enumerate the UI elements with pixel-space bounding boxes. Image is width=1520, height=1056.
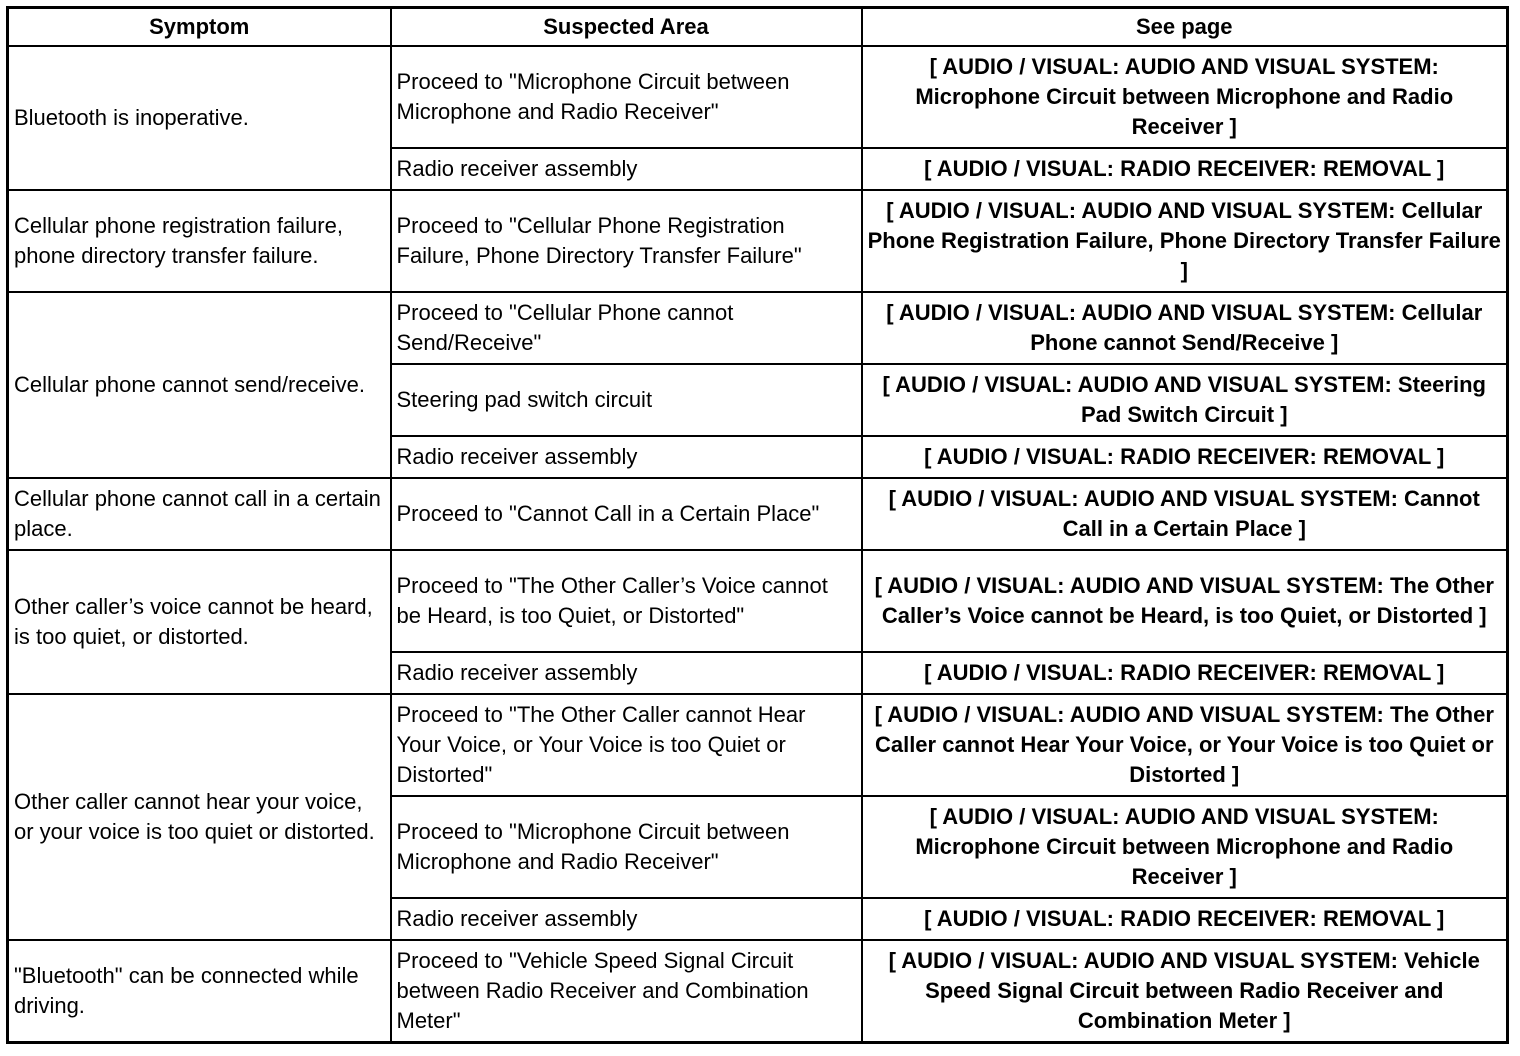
symptom-cell: Cellular phone cannot call in a certain place. [8,478,391,550]
table-row [8,940,1508,1042]
header-symptom: Symptom [8,8,391,47]
suspected-area-cell: Proceed to "The Other Caller cannot Hear Your Voice, or Your Voice is too Quiet or Distorted" [391,694,862,796]
see-page-link[interactable]: [ AUDIO / VISUAL: AUDIO AND VISUAL SYSTEM: Microphone Circuit between Microphone and Radio Receiver ] [862,796,1508,898]
see-page-link[interactable]: [ AUDIO / VISUAL: AUDIO AND VISUAL SYSTEM: The Other Caller’s Voice cannot be Heard, is too Quiet, or Distorted ] [862,550,1508,652]
see-page-link[interactable]: [ AUDIO / VISUAL: AUDIO AND VISUAL SYSTEM: Cannot Call in a Certain Place ] [862,478,1508,550]
see-page-link[interactable]: [ AUDIO / VISUAL: AUDIO AND VISUAL SYSTEM: Steering Pad Switch Circuit ] [862,364,1508,436]
symptom-cell: Other caller cannot hear your voice, or your voice is too quiet or distorted. [8,694,391,940]
table-row [8,694,1508,796]
symptom-cell: Other caller’s voice cannot be heard, is too quiet, or distorted. [8,550,391,694]
symptom-cell: "Bluetooth" can be connected while driving. [8,940,391,1042]
suspected-area-cell: Proceed to "Cellular Phone Registration Failure, Phone Directory Transfer Failure" [391,190,862,292]
header-suspected-area: Suspected Area [391,8,862,47]
header-see-page: See page [862,8,1508,47]
see-page-link[interactable]: [ AUDIO / VISUAL: AUDIO AND VISUAL SYSTEM: Cellular Phone cannot Send/Receive ] [862,292,1508,364]
suspected-area-cell: Radio receiver assembly [391,898,862,940]
see-page-link[interactable]: [ AUDIO / VISUAL: RADIO RECEIVER: REMOVAL ] [862,148,1508,190]
symptom-cell: Cellular phone cannot send/receive. [8,292,391,478]
suspected-area-cell: Proceed to "Microphone Circuit between Microphone and Radio Receiver" [391,796,862,898]
see-page-link[interactable]: [ AUDIO / VISUAL: AUDIO AND VISUAL SYSTEM: Cellular Phone Registration Failure, Phone Directory Transfer Failure ] [862,190,1508,292]
symptom-table [6,6,1509,1044]
suspected-area-cell: Radio receiver assembly [391,652,862,694]
see-page-link[interactable]: [ AUDIO / VISUAL: AUDIO AND VISUAL SYSTEM: Microphone Circuit between Microphone and Radio Receiver ] [862,46,1508,148]
table-row [8,292,1508,364]
suspected-area-cell: Steering pad switch circuit [391,364,862,436]
suspected-area-cell: Proceed to "Cellular Phone cannot Send/Receive" [391,292,862,364]
suspected-area-cell: Proceed to "Microphone Circuit between Microphone and Radio Receiver" [391,46,862,148]
see-page-link[interactable]: [ AUDIO / VISUAL: AUDIO AND VISUAL SYSTEM: The Other Caller cannot Hear Your Voice, or Your Voice is too Quiet or Distorted ] [862,694,1508,796]
symptom-cell: Cellular phone registration failure, phone directory transfer failure. [8,190,391,292]
suspected-area-cell: Radio receiver assembly [391,436,862,478]
see-page-link[interactable]: [ AUDIO / VISUAL: RADIO RECEIVER: REMOVAL ] [862,898,1508,940]
header-row [8,8,1508,47]
see-page-link[interactable]: [ AUDIO / VISUAL: AUDIO AND VISUAL SYSTEM: Vehicle Speed Signal Circuit between Radio Receiver and Combination Meter ] [862,940,1508,1042]
table-row [8,478,1508,550]
table-row [8,550,1508,652]
table-row [8,190,1508,292]
symptom-cell: Bluetooth is inoperative. [8,46,391,190]
see-page-link[interactable]: [ AUDIO / VISUAL: RADIO RECEIVER: REMOVAL ] [862,436,1508,478]
see-page-link[interactable]: [ AUDIO / VISUAL: RADIO RECEIVER: REMOVAL ] [862,652,1508,694]
suspected-area-cell: Proceed to "The Other Caller’s Voice cannot be Heard, is too Quiet, or Distorted" [391,550,862,652]
suspected-area-cell: Radio receiver assembly [391,148,862,190]
suspected-area-cell: Proceed to "Cannot Call in a Certain Place" [391,478,862,550]
table-row [8,46,1508,148]
suspected-area-cell: Proceed to "Vehicle Speed Signal Circuit between Radio Receiver and Combination Meter" [391,940,862,1042]
